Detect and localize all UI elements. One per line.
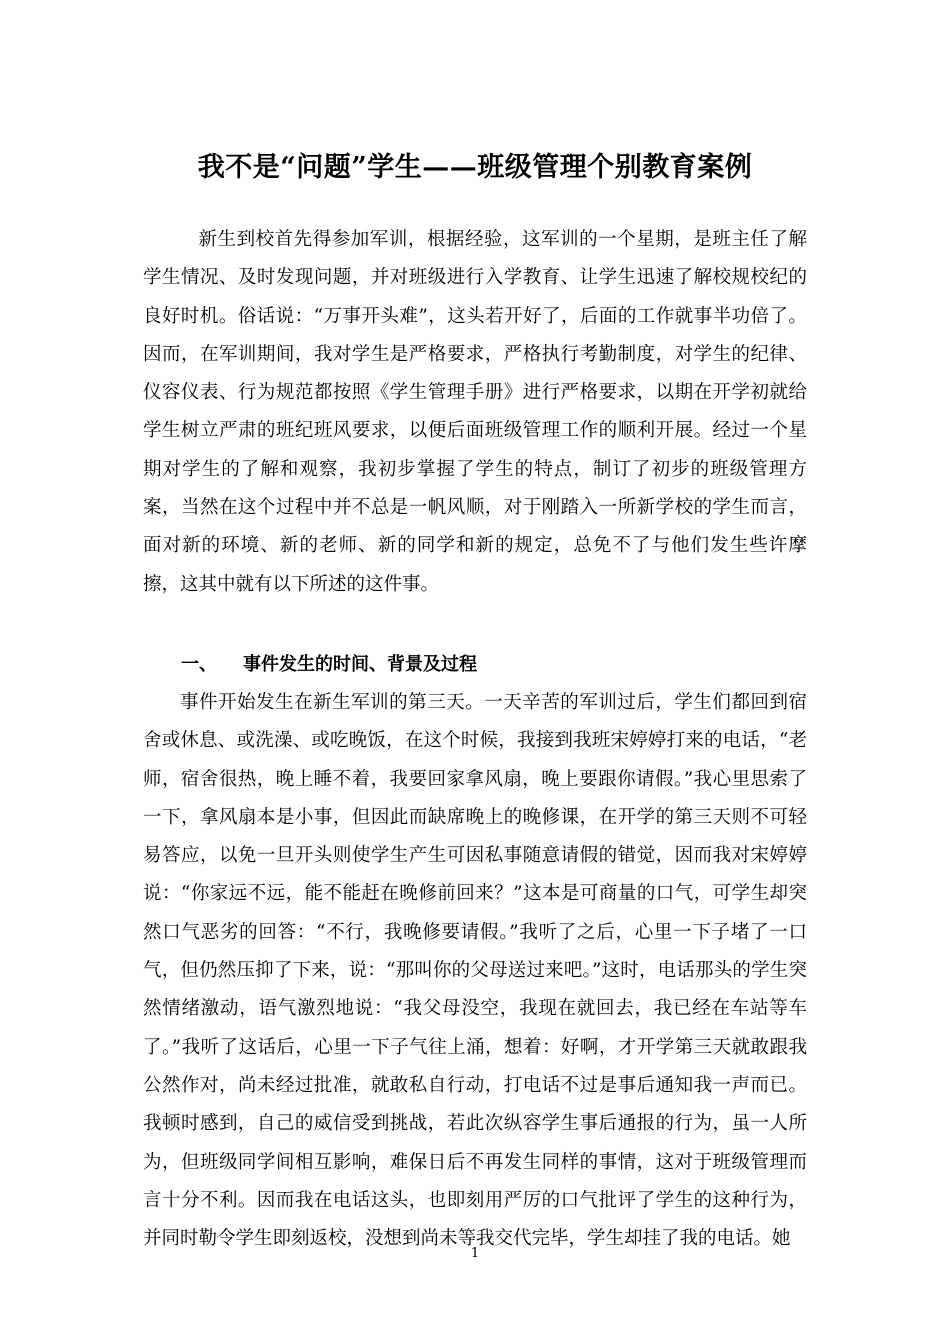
section-paragraph: 事件开始发生在新生军训的第三天。一天辛苦的军训过后，学生们都回到宿舍或休息、或洗澡、或吃晚饭，在这个时候，我接到我班宋婷婷打来的电话，“老师，宿舍很热，晚上睡不着，我要回家拿风扇，晚上要跟你请假。”我心里思索了一下，拿风扇本是小事，但因此而缺席晚上的晚修课，在开学的第三天则不可轻易答应，以免一旦开头则使学生产生可因私事随意请假的错觉，因而我对宋婷婷说：“你家远不远，能不能赶在晚修前回来？”这本是可商量的口气，可学生却突然口气恶劣的回答：“不行，我晚修要请假。”我听了之后，心里一下子堵了一口气，但仍然压抑了下来，说：“那叫你的父母送过来吧。”这时，电话那头的学生突然情绪激动，语气激烈地说：“我父母没空，我现在就回去，我已经在车站等车了。”我听了这话后，心里一下子气往上涌，想着：好啊，才开学第三天就敢跟我公然作对，尚未经过批准，就敢私自行动，打电话不过是事后通知我一声而已。我顿时感到，自己的威信受到挑战，若此次纵容学生事后通报的行为，虽一人所为，但班级同学间相互影响，难保日后不再发生同样的事情，这对于班级管理而言十分不利。因而我在电话这头，也即刻用严厉的口气批评了学生的这种行为，并同时勒令学生即刻返校，没想到尚未等我交代完毕，学生却挂了我的电话。她 xyxy=(143,691,807,1250)
section-heading-text: 事件发生的时间、背景及过程 xyxy=(243,653,477,675)
document-body xyxy=(143,221,807,1258)
page-number: 1 xyxy=(470,1246,480,1261)
paragraph-spacer xyxy=(143,604,807,646)
section-number: 一、 xyxy=(181,653,217,675)
document-title: 我不是“问题”学生——班级管理个别教育案例 xyxy=(197,152,753,184)
intro-paragraph: 新生到校首先得参加军训，根据经验，这军训的一个星期，是班主任了解学生情况、及时发现问题，并对班级进行入学教育、让学生迅速了解校规校纪的良好时机。俗话说：“万事开头难”，这头若开好了，后面的工作就事半功倍了。因而，在军训期间，我对学生是严格要求，严格执行考勤制度，对学生的纪律、仪容仪表、行为规范都按照《学生管理手册》进行严格要求，以期在开学初就给学生树立严肃的班纪班风要求，以便后面班级管理工作的顺利开展。经过一个星期对学生的了解和观察，我初步掌握了学生的特点，制订了初步的班级管理方案，当然在这个过程中并不总是一帆风顺，对于刚踏入一所新学校的学生而言，面对新的环境、新的老师、新的同学和新的规定，总免不了与他们发生些许摩擦，这其中就有以下所述的这件事。 xyxy=(143,229,807,595)
section-heading xyxy=(143,646,807,684)
